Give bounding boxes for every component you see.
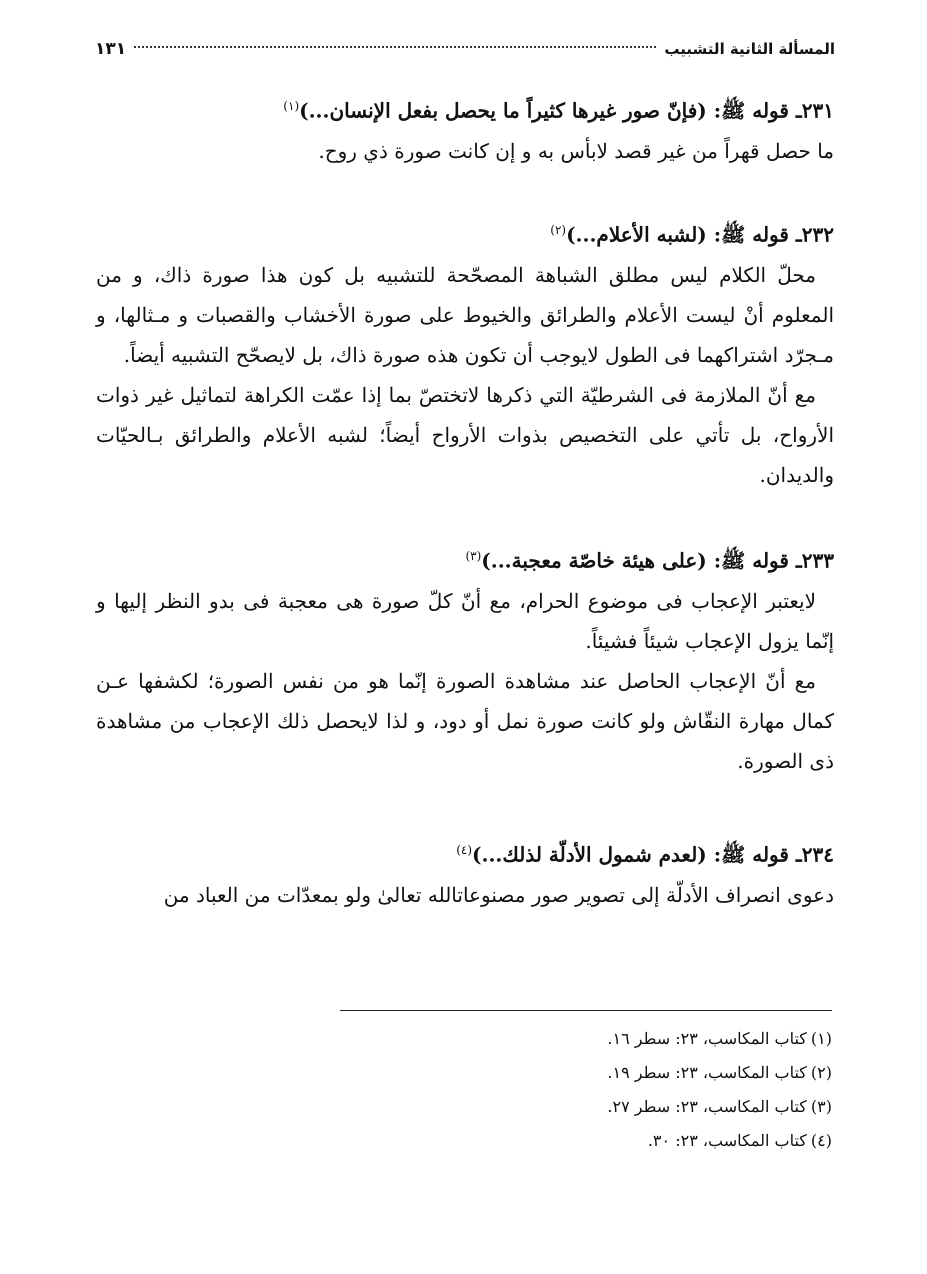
entry-heading-text: ـ قوله ﷺ: (لشبه الأعلام...) <box>566 222 802 247</box>
footnote-ref: (٢) <box>550 223 567 237</box>
footnote-ref: (٤) <box>456 843 473 857</box>
entry-231 <box>96 86 834 171</box>
entry-number: ٢٣٤ <box>801 842 834 867</box>
footnote-item <box>340 1124 832 1158</box>
entry-heading <box>96 210 834 255</box>
footnote-number: (٢) <box>810 1063 832 1082</box>
entry-heading <box>96 86 834 131</box>
entry-paragraph: دعوى انصراف الأدلّة إلى تصوير صور مصنوعاتالله تعالىٰ ولو بمعدّات من العباد من <box>163 882 834 907</box>
footnote-item <box>340 1090 832 1124</box>
entry-heading <box>96 536 834 581</box>
entry-heading-text: ـ قوله ﷺ: (لعدم شمول الأدلّة لذلك...) <box>472 842 802 867</box>
footnote-text: كتاب المكاسب، ٢٣: سطر ٢٧. <box>607 1097 807 1116</box>
entry-paragraph: مع أنّ الإعجاب الحاصل عند مشاهدة الصورة إنّما هو من نفس الصورة؛ لكشفها عـن كمال مهارة النقّاش ولو كانت صورة نمل أو دود، و لذا لايحصل ذلك الإعجاب من مشاهدة ذى الصورة. <box>96 668 834 773</box>
footnote-number: (٣) <box>810 1097 832 1116</box>
footnote-text: كتاب المكاسب، ٢٣: سطر ١٦. <box>607 1029 807 1048</box>
entry-number: ٢٣٢ <box>801 222 834 247</box>
entry-234 <box>96 830 834 915</box>
footnote-item <box>340 1022 832 1056</box>
entry-heading <box>96 830 834 875</box>
entry-paragraph: ما حصل قهراً من غير قصد لابأس به و إن كانت صورة ذي روح. <box>318 138 834 163</box>
dotted-leader <box>134 34 656 48</box>
entry-paragraph: محلّ الكلام ليس مطلق الشباهة المصحّحة للتشبيه بل كون هذا صورة ذاك، و من المعلوم أنْ ليست الأعلام والطرائق والخيوط على صورة الأخشاب والقصبات و مـثالها، و مـجرّد اشتراكهما فى الطول لايوجب أن تكون هذه صورة ذاك، بل لايصحّح التشبيه أيضاً. <box>96 262 834 367</box>
entry-233 <box>96 536 834 781</box>
footnote-number: (١) <box>810 1029 832 1048</box>
running-title: المسألة الثانية التشبيب <box>664 40 835 58</box>
entry-heading-text: ـ قوله ﷺ: (على هيئة خاصّة معجبة...) <box>481 548 802 573</box>
entry-paragraph: لايعتبر الإعجاب فى موضوع الحرام، مع أنّ كلّ صورة هى معجبة فى بدو النظر إليها و إنّما يزول الإعجاب شيئاً فشيئاً. <box>96 588 834 653</box>
entry-number: ٢٣٣ <box>801 548 834 573</box>
footnote-text: كتاب المكاسب، ٢٣: سطر ١٩. <box>607 1063 807 1082</box>
footnote-number: (٤) <box>810 1131 832 1150</box>
footnote-divider <box>340 1010 832 1011</box>
entry-232 <box>96 210 834 495</box>
entry-heading-text: ـ قوله ﷺ: (فإنّ صور غيرها كثيراً ما يحصل بفعل الإنسان...) <box>299 98 802 123</box>
page-header <box>95 34 835 64</box>
footnotes <box>340 1022 832 1158</box>
entry-paragraph: مع أنّ الملازمة فى الشرطيّة التي ذكرها لاتختصّ بما إذا عمّت الكراهة لتماثيل غير ذوات الأرواح، بل تأتي على التخصيص بذوات الأرواح أيضاً؛ لشبه الأعلام والطرائق بـالحيّات والديدان. <box>96 382 834 487</box>
footnote-ref: (٣) <box>465 549 482 563</box>
entry-number: ٢٣١ <box>801 98 834 123</box>
footnote-item <box>340 1056 832 1090</box>
page-number: ١٣١ <box>95 39 127 59</box>
footnote-text: كتاب المكاسب، ٢٣: ٣٠. <box>647 1131 807 1150</box>
footnote-ref: (١) <box>283 99 300 113</box>
